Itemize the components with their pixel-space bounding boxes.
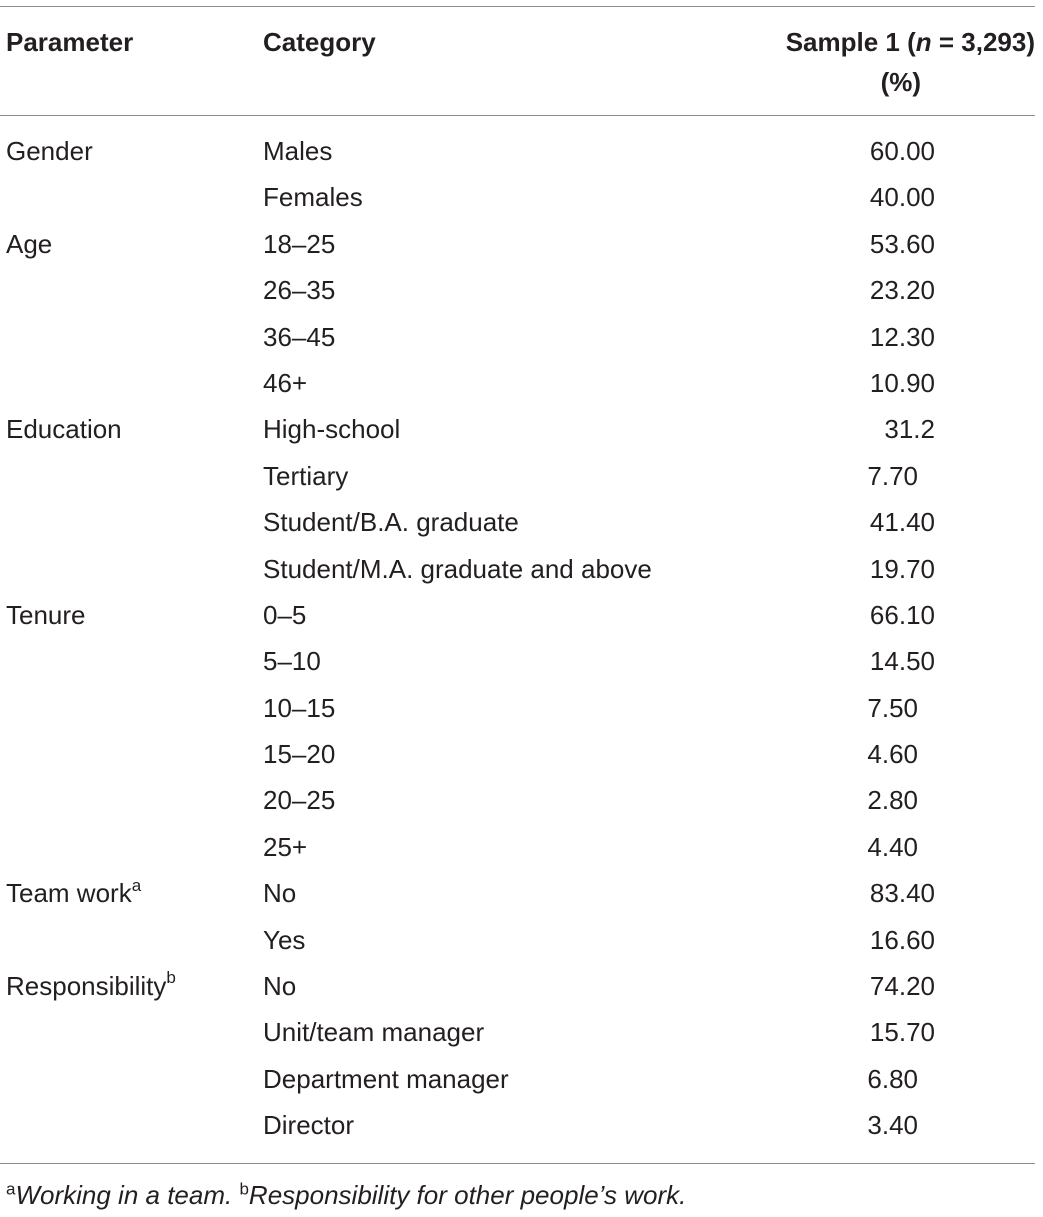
cell-category: No — [263, 878, 297, 909]
parameter-label: Gender — [6, 136, 93, 166]
column-header-category: Category — [263, 27, 376, 57]
cell-category: 5–10 — [263, 646, 321, 677]
table-row — [0, 963, 1035, 1009]
cell-parameter — [6, 406, 122, 452]
cell-category: Males — [263, 136, 333, 166]
sample-header-suffix: = 3,293) — [931, 27, 1035, 57]
cell-percentage: 23.20 — [869, 275, 935, 306]
table-row — [0, 406, 1035, 452]
cell-category: 46+ — [263, 367, 308, 398]
table-footnote — [6, 1175, 686, 1215]
cell-percentage: 14.50 — [869, 646, 935, 677]
cell-parameter — [6, 592, 86, 638]
table-row — [0, 1009, 1035, 1055]
cell-percentage: 74.20 — [869, 971, 935, 1002]
cell-category: Tertiary — [263, 460, 349, 491]
cell-percentage: 83.40 — [869, 878, 935, 909]
table-top-rule — [0, 6, 1035, 7]
table-row — [0, 1056, 1035, 1102]
cell-percentage: 7.50 — [867, 692, 918, 723]
table-row — [0, 267, 1035, 313]
cell-percentage: 2.80 — [867, 785, 918, 816]
table-row — [0, 221, 1035, 267]
cell-parameter — [6, 128, 93, 174]
cell-category: 25+ — [263, 831, 308, 862]
cell-percentage: 16.60 — [869, 924, 935, 955]
table-row — [0, 174, 1035, 220]
footnote-marker: b — [166, 968, 176, 988]
cell-parameter — [6, 221, 52, 267]
table-row — [0, 314, 1035, 360]
cell-category: Student/M.A. graduate and above — [263, 553, 652, 584]
table-row — [0, 1102, 1035, 1148]
cell-category: Department manager — [263, 1063, 509, 1094]
cell-category: Director — [263, 1110, 355, 1141]
parameter-label: Education — [6, 414, 122, 445]
column-header-parameter: Parameter — [6, 27, 134, 57]
cell-percentage: 19.70 — [869, 553, 935, 584]
table-row — [0, 824, 1035, 870]
cell-parameter — [6, 963, 176, 1009]
parameter-label: Age — [6, 228, 53, 259]
cell-category: 18–25 — [263, 228, 336, 259]
cell-percentage: 7.70 — [867, 460, 918, 491]
table-row — [0, 638, 1035, 684]
cell-category: 26–35 — [263, 275, 336, 306]
cell-category: 36–45 — [263, 321, 336, 352]
cell-category: Yes — [263, 924, 306, 955]
column-header-sample — [715, 22, 1035, 102]
cell-percentage: 6.80 — [867, 1063, 918, 1094]
table-row — [0, 777, 1035, 823]
table-row — [0, 685, 1035, 731]
cell-percentage: 40.00 — [869, 182, 935, 213]
footnote-marker: a — [131, 875, 142, 895]
cell-percentage: 15.70 — [869, 1017, 935, 1048]
footnote-a-marker: a — [6, 1179, 16, 1199]
cell-percentage: 4.40 — [867, 831, 918, 862]
cell-percentage: 41.40 — [869, 507, 935, 538]
table-row — [0, 917, 1035, 963]
cell-percentage: 12.30 — [869, 321, 935, 352]
table-bottom-rule — [0, 1163, 1035, 1164]
cell-percentage: 53.60 — [869, 228, 935, 259]
table-row — [0, 499, 1035, 545]
cell-category: Females — [263, 182, 363, 213]
table-body — [0, 128, 1035, 1149]
footnote-a-text: Working in a team. — [15, 1180, 240, 1210]
table-row — [0, 453, 1035, 499]
cell-percentage: 4.60 — [867, 739, 918, 770]
sample-header-unit: (%) — [880, 67, 921, 97]
cell-category: 15–20 — [263, 739, 336, 770]
cell-percentage: 3.40 — [867, 1110, 918, 1141]
cell-category: High-school — [263, 414, 401, 445]
footnote-b-text: Responsibility for other people’s work. — [248, 1180, 687, 1210]
sample-header-n: n — [915, 27, 932, 57]
table-row — [0, 592, 1035, 638]
cell-category: No — [263, 971, 297, 1002]
cell-category: Unit/team manager — [263, 1017, 485, 1048]
table-header-rule — [0, 115, 1035, 116]
cell-percentage: 10.90 — [869, 367, 935, 398]
table-row — [0, 870, 1035, 916]
table-row — [0, 128, 1035, 174]
cell-parameter — [6, 870, 141, 916]
parameter-label: Team work — [6, 878, 132, 909]
table-row — [0, 546, 1035, 592]
parameter-label: Tenure — [6, 599, 86, 630]
footnote-b-marker: b — [239, 1179, 249, 1199]
cell-percentage: 60.00 — [869, 136, 935, 166]
sample-header-prefix: Sample 1 ( — [785, 27, 916, 57]
cell-category: 20–25 — [263, 785, 336, 816]
cell-percentage: 31.2 — [884, 414, 935, 445]
cell-category: Student/B.A. graduate — [263, 507, 519, 538]
cell-category: 10–15 — [263, 692, 336, 723]
table-row — [0, 731, 1035, 777]
cell-category: 0–5 — [263, 599, 307, 630]
table-row — [0, 360, 1035, 406]
cell-percentage: 66.10 — [869, 599, 935, 630]
parameter-label: Responsibility — [6, 971, 167, 1002]
